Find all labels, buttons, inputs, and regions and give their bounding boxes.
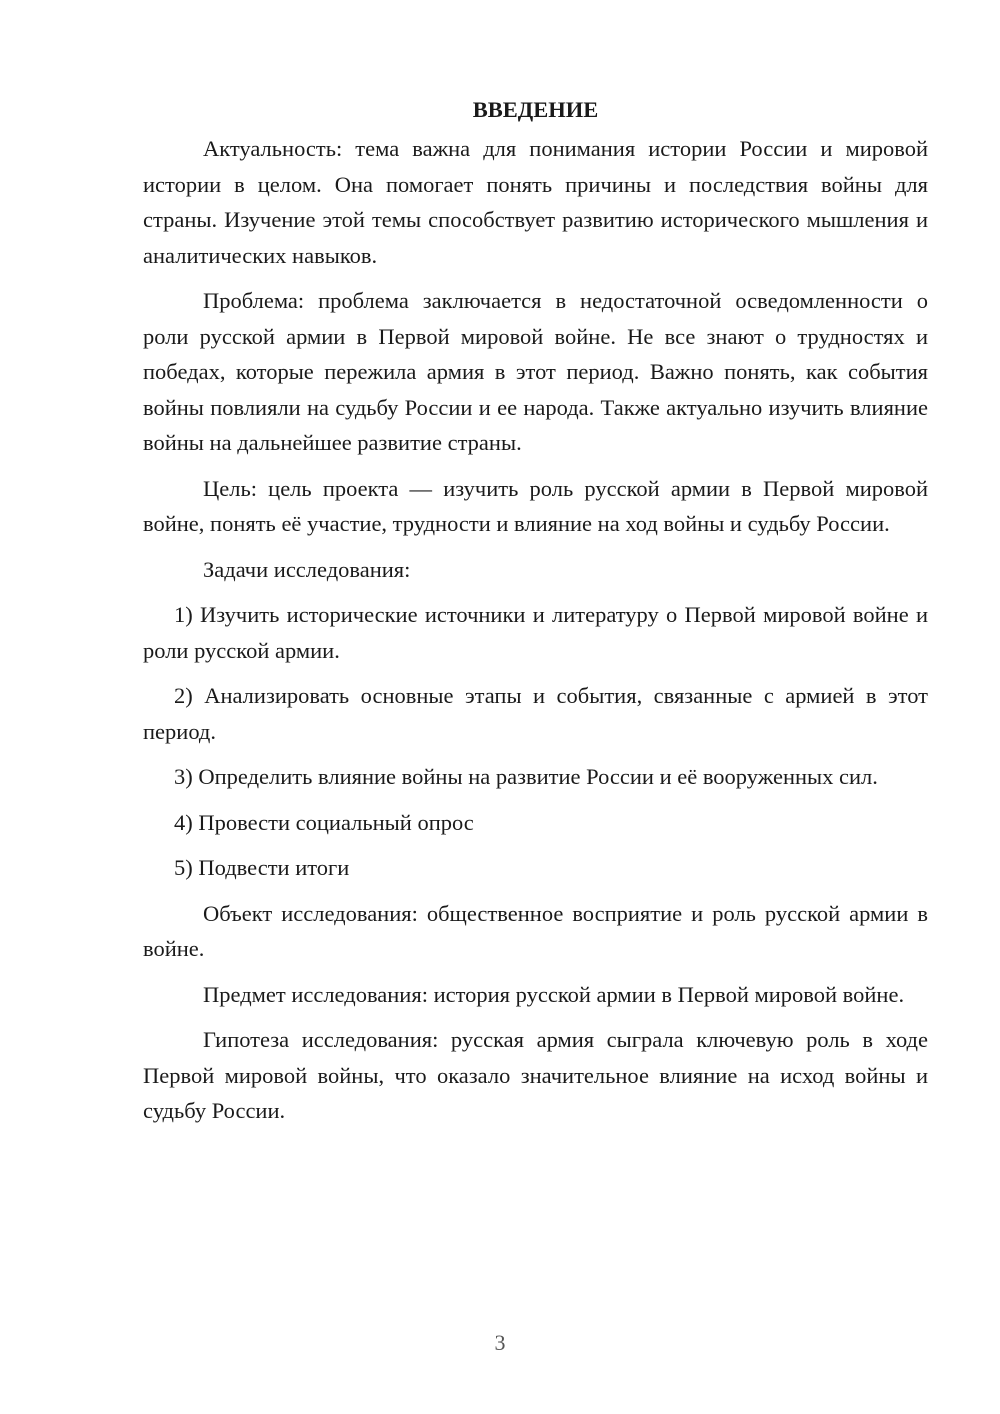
task-item-3: 3) Определить влияние войны на развитие России и её вооруженных сил. (174, 764, 878, 789)
document-page (143, 92, 928, 1139)
task-item-4: 4) Провести социальный опрос (174, 809, 474, 835)
tasks-title: Задачи исследования: (203, 556, 411, 582)
section-heading: ВВЕДЕНИЕ (472, 97, 599, 122)
task-item-2: 2) Анализировать основные этапы и события, связанные с армией в этот период. (143, 683, 928, 744)
subject-paragraph: Предмет исследования: история русской армии в Первой мировой войне. (203, 981, 905, 1007)
task-item-1: 1) Изучить исторические источники и литературу о Первой мировой войне и роли русской армии. (143, 602, 928, 663)
object-paragraph: Объект исследования: общественное восприятие и роль русской армии в войне. (143, 900, 928, 961)
hypothesis-paragraph: Гипотеза исследования: русская армия сыграла ключевую роль в ходе Первой мировой войны, что оказало значительное влияние на исход войны и судьбу России. (143, 1027, 928, 1123)
relevance-paragraph: Актуальность: тема важна для понимания истории России и мировой истории в целом. Она помогает понять причины и последствия войны для страны. Изучение этой темы способствует развитию исторического мышления и аналитических навыков. (143, 136, 928, 268)
problem-paragraph: Проблема: проблема заключается в недостаточной осведомленности о роли русской армии в Первой мировой войне. Не все знают о трудностях и победах, которые пережила армия в этот период. Важно понять, как события войны повлияли на судьбу России и ее народа. Также актуально изучить влияние войны на дальнейшее развитие страны. (143, 288, 928, 455)
task-item-5: 5) Подвести итоги (174, 855, 350, 880)
goal-paragraph: Цель: цель проекта — изучить роль русской армии в Первой мировой войне, понять её участие, трудности и влияние на ход войны и судьбу России. (143, 475, 928, 536)
page-number: 3 (494, 1330, 506, 1355)
